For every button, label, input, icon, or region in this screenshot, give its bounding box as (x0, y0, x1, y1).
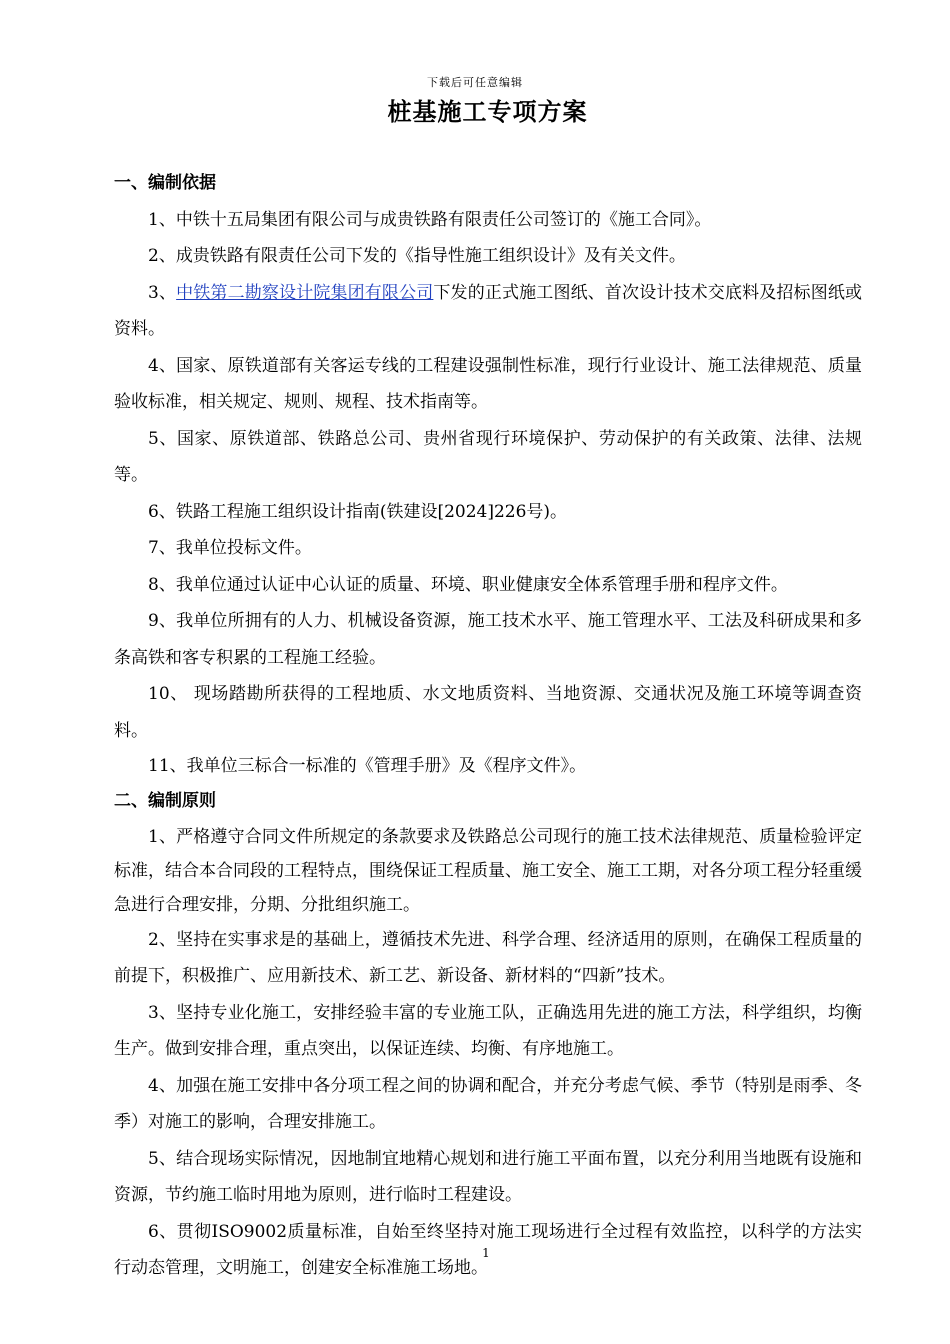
basis-item-7: 7、我单位投标文件。 (148, 538, 312, 558)
document-body (114, 165, 862, 1287)
basis-item-10: 10、 现场踏勘所获得的工程地质、水文地质资料、当地资源、交通状况及施工环境等调查资料。 (114, 684, 862, 741)
basis-item-2: 2、成贵铁路有限责任公司下发的《指导性施工组织设计》及有关文件。 (148, 246, 686, 266)
basis-item-3-prefix: 3、 (148, 282, 177, 303)
basis-item-8: 8、我单位通过认证中心认证的质量、环境、职业健康安全体系管理手册和程序文件。 (148, 574, 788, 595)
header-note: 下载后可任意编辑 (427, 76, 523, 89)
design-institute-link[interactable]: 中铁第二勘察设计院集团有限公司 (176, 282, 434, 303)
basis-item-4: 4、国家、原铁道部有关客运专线的工程建设强制性标准，现行行业设计、施工法律规范、质量验收标准，相关规定、规则、规程、技术指南等。 (114, 355, 862, 412)
principle-item-1: 1、严格遵守合同文件所规定的条款要求及铁路总公司现行的施工技术法律规范、质量检验评定标准，结合本合同段的工程特点，围绕保证工程质量、施工安全、施工工期，对各分项工程分轻重缓急进行合理安排，分期、分批组织施工。 (114, 826, 862, 915)
page-number: 1 (482, 1246, 490, 1260)
section-heading-basis: 一、编制依据 (114, 173, 216, 193)
basis-item-1: 1、中铁十五局集团有限公司与成贵铁路有限责任公司签订的《施工合同》。 (148, 209, 712, 230)
document-title: 桩基施工专项方案 (387, 97, 588, 126)
basis-item-11: 11、我单位三标合一标准的《管理手册》及《程序文件》。 (148, 756, 587, 776)
principle-item-6: 6、贯彻ISO9002质量标准，自始至终坚持对施工现场进行全过程有效监控，以科学的方法实行动态管理，文明施工，创建安全标准施工场地。 (114, 1221, 862, 1278)
basis-item-9: 9、我单位所拥有的人力、机械设备资源，施工技术水平、施工管理水平、工法及科研成果和多条高铁和客专积累的工程施工经验。 (114, 611, 862, 668)
principle-item-5: 5、结合现场实际情况，因地制宜地精心规划和进行施工平面布置，以充分利用当地既有设施和资源，节约施工临时用地为原则，进行临时工程建设。 (114, 1148, 862, 1205)
principle-item-2: 2、坚持在实事求是的基础上，遵循技术先进、科学合理、经济适用的原则，在确保工程质量的前提下，积极推广、应用新技术、新工艺、新设备、新材料的“四新”技术。 (114, 929, 862, 986)
principle-item-3: 3、坚持专业化施工，安排经验丰富的专业施工队，正确选用先进的施工方法，科学组织，均衡生产。做到安排合理，重点突出，以保证连续、均衡、有序地施工。 (114, 1002, 862, 1059)
section-heading-principles: 二、编制原则 (114, 791, 216, 811)
basis-item-3-rest: 下发的正式施工图纸、首次设计技术交底料及招标图纸或资料。 (114, 282, 863, 339)
basis-item-6: 6、铁路工程施工组织设计指南(铁建设[2024]226号)。 (148, 501, 568, 522)
basis-item-5: 5、国家、原铁道部、铁路总公司、贵州省现行环境保护、劳动保护的有关政策、法律、法规等。 (114, 428, 862, 485)
basis-item-3 (114, 275, 862, 348)
principle-item-4: 4、加强在施工安排中各分项工程之间的协调和配合，并充分考虑气候、季节（特别是雨季、冬季）对施工的影响，合理安排施工。 (114, 1075, 862, 1132)
